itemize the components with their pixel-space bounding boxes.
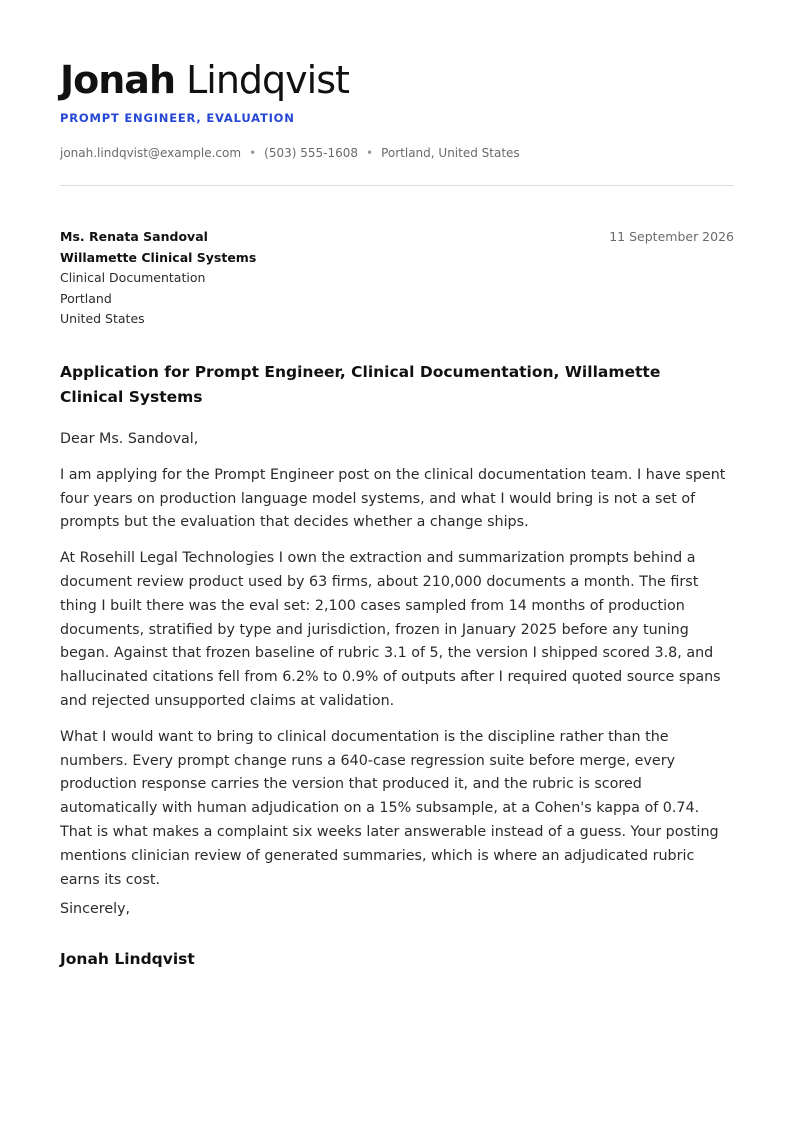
recipient-name: Ms. Renata Sandoval [60,229,208,244]
contact-line [60,146,520,160]
recipient-block [60,227,256,330]
recipient-department: Clinical Documentation [60,270,206,285]
letter-body [60,428,734,904]
body-paragraph: At Rosehill Legal Technologies I own the extraction and summarization prompts behind a document review product used by 63 firms, about 210,000 documents a month. The first thing I built there was the eval set: 2,100 cases sampled from 14 months of production documents, stratified by type and jurisdiction, frozen in January 2025 before any tuning began. Against that frozen baseline of rubric 3.1 of 5, the version I shipped scored 3.8, and hallucinated citations fell from 6.2% to 0.9% of outputs after I required quoted source spans and rejected unsupported claims at validation. [60,550,721,709]
applicant-first-name: Jonah [60,58,175,102]
body-paragraph: What I would want to bring to clinical documentation is the discipline rather than the numbers. Every prompt change runs a 640-case regression suite before merge, every production response carries the version that produced it, and the rubric is scored automatically with human adjudication on a 15% subsample, at a Cohen's kappa of 0.74. That is what makes a complaint six weeks later answerable instead of a guess. Your posting mentions clinician review of generated summaries, which is where an adjudicated rubric earns its cost. [60,728,719,888]
applicant-role: PROMPT ENGINEER, EVALUATION [60,111,295,125]
applicant-name [60,56,349,104]
contact-separator: • [366,146,374,160]
signature: Jonah Lindqvist [60,950,195,968]
recipient-country: United States [60,311,145,326]
contact-email[interactable]: jonah.lindqvist@example.com [60,146,242,160]
closing: Sincerely, [60,901,131,917]
letter-date: 11 September 2026 [609,229,734,244]
applicant-last-name: Lindqvist [186,58,349,102]
recipient-city: Portland [60,290,112,306]
body-paragraph: I am applying for the Prompt Engineer post on the clinical documentation team. I have spent four years on production language model systems, and what I would bring is not a set of prompts but the evaluation that decides whether a change ships. [60,466,726,531]
contact-phone[interactable]: (503) 555-1608 [264,146,358,160]
letter-subject: Application for Prompt Engineer, Clinical Documentation, Willamette Clinical Systems [60,363,661,406]
contact-location: Portland, United States [381,146,520,160]
recipient-company: Willamette Clinical Systems [60,249,257,265]
header-divider [60,185,734,186]
contact-separator: • [249,146,257,160]
salutation: Dear Ms. Sandoval, [60,431,199,447]
